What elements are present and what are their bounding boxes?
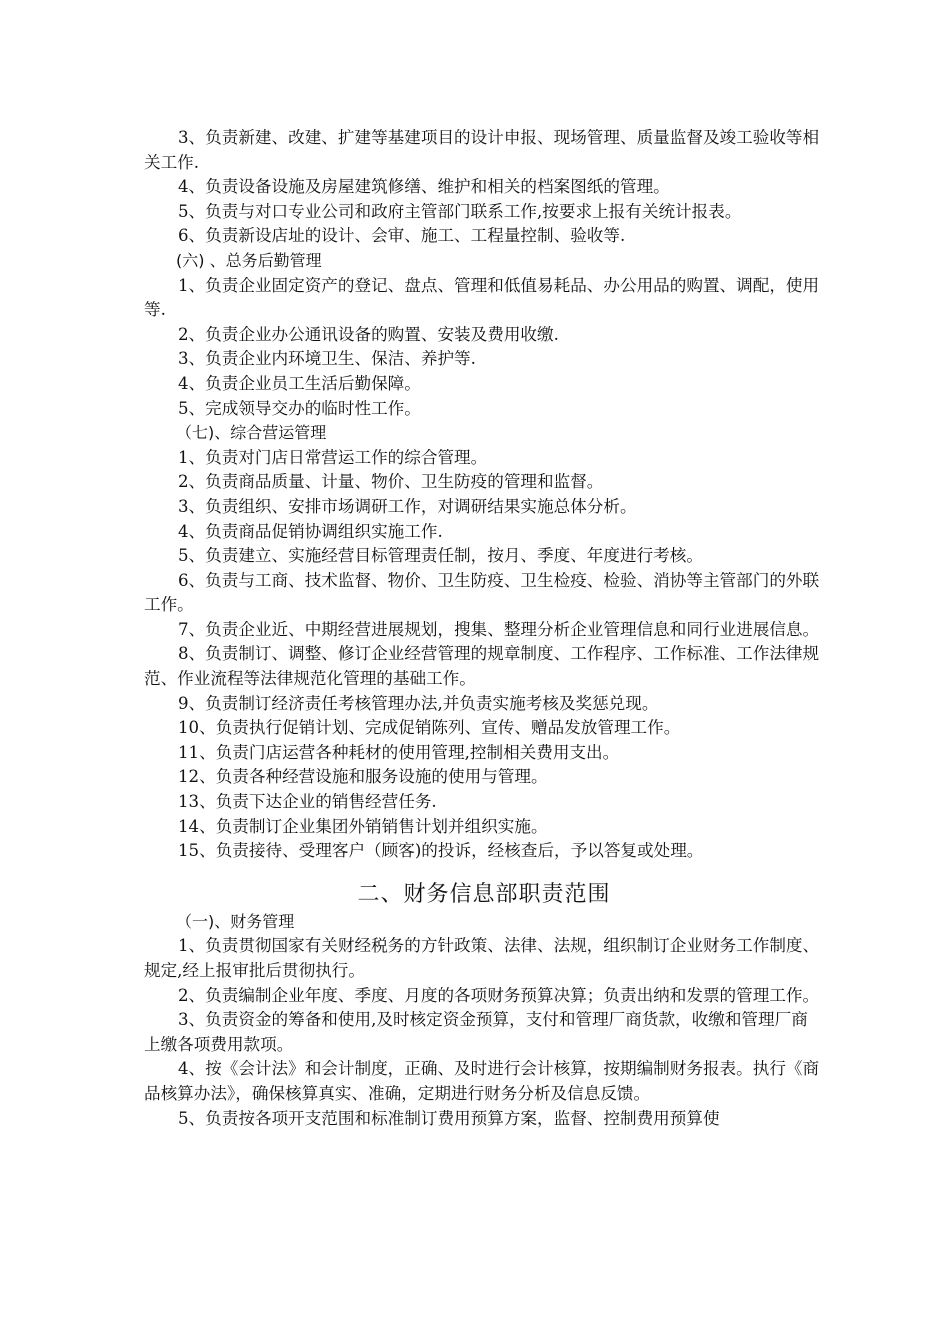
paragraph: 4、负责企业员工生活后勤保障。 [178, 373, 421, 393]
paragraph: 4、负责商品促销协调组织实施工作. [178, 521, 443, 541]
paragraph: 1、负责贯彻国家有关财经税务的方针政策、法律、法规，组织制订企业财务工作制度、规定,经上报审批后贯彻执行。 [144, 936, 820, 980]
document-page [144, 126, 824, 1131]
paragraph: 11、负责门店运营各种耗材的使用管理,控制相关费用支出。 [178, 742, 620, 762]
chapter-heading: 二、财务信息部职责范围 [357, 881, 611, 907]
paragraph: 7、负责企业近、中期经营进展规划，搜集、整理分析企业管理信息和同行业进展信息。 [178, 619, 820, 639]
paragraph: 1、负责企业固定资产的登记、盘点、管理和低值易耗品、办公用品的购置、调配，使用等. [144, 275, 820, 320]
section-heading: (六) 、总务后勤管理 [176, 250, 322, 270]
paragraph: 5、负责与对口专业公司和政府主管部门联系工作,按要求上报有关统计报表。 [178, 201, 742, 221]
paragraph: 12、负责各种经营设施和服务设施的使用与管理。 [178, 767, 548, 787]
section-heading: （七)、综合营运管理 [176, 423, 327, 443]
paragraph: 6、负责与工商、技术监督、物价、卫生防疫、卫生检疫、检验、消协等主管部门的外联工作。 [144, 570, 820, 615]
paragraph: 3、负责新建、改建、扩建等基建项目的设计申报、现场管理、质量监督及竣工验收等相关工作. [144, 128, 820, 172]
paragraph: 10、负责执行促销计划、完成促销陈列、宣传、赠品发放管理工作。 [178, 718, 681, 738]
paragraph: 5、完成领导交办的临时性工作。 [178, 398, 421, 418]
paragraph: 13、负责下达企业的销售经营任务. [178, 792, 437, 812]
paragraph: 5、负责按各项开支范围和标准制订费用预算方案，监督、控制费用预算使 [178, 1108, 720, 1128]
paragraph: 15、负责接待、受理客户（顾客)的投诉，经核查后，予以答复或处理。 [178, 841, 704, 861]
paragraph: 3、负责企业内环境卫生、保洁、养护等. [178, 349, 476, 369]
paragraph: 3、负责组织、安排市场调研工作，对调研结果实施总体分析。 [178, 496, 637, 516]
paragraph: 8、负责制订、调整、修订企业经营管理的规章制度、工作程序、工作标准、工作法律规范、作业流程等法律规范化管理的基础工作。 [144, 644, 820, 689]
paragraph: 9、负责制订经济责任考核管理办法,并负责实施考核及奖惩兑现。 [178, 693, 659, 713]
paragraph: 2、负责商品质量、计量、物价、卫生防疫的管理和监督。 [178, 472, 604, 492]
paragraph: 3、负责资金的筹备和使用,及时核定资金预算，支付和管理厂商货款，收缴和管理厂商上缴各项费用款项。 [144, 1010, 808, 1054]
paragraph: 5、负责建立、实施经营目标管理责任制，按月、季度、年度进行考核。 [178, 546, 703, 566]
paragraph: 2、负责编制企业年度、季度、月度的各项财务预算决算；负责出纳和发票的管理工作。 [178, 985, 820, 1005]
paragraph: 4、按《会计法》和会计制度，正确、及时进行会计核算，按期编制财务报表。执行《商品核算办法》，确保核算真实、准确，定期进行财务分析及信息反馈。 [144, 1059, 820, 1103]
paragraph: 2、负责企业办公通讯设备的购置、安装及费用收缴. [178, 324, 559, 344]
paragraph: 4、负责设备设施及房屋建筑修缮、维护和相关的档案图纸的管理。 [178, 177, 670, 197]
paragraph: 6、负责新设店址的设计、会审、施工、工程量控制、验收等. [178, 226, 626, 246]
section-heading: （一)、财务管理 [176, 911, 295, 931]
paragraph: 14、负责制订企业集团外销销售计划并组织实施。 [178, 816, 548, 836]
paragraph: 1、负责对门店日常营运工作的综合管理。 [178, 447, 488, 467]
